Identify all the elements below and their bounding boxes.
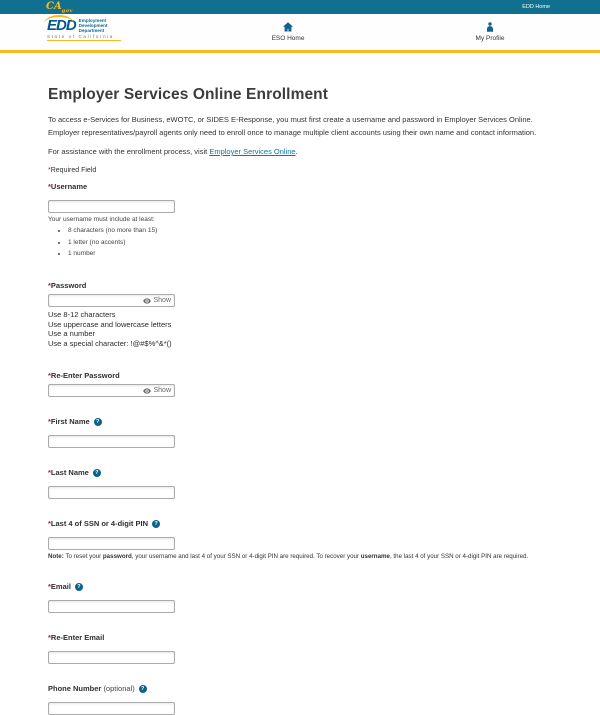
note-part: Note:: [48, 553, 64, 560]
password-rule: Use a special character: !@#$%^&*(): [48, 338, 172, 348]
reenter-password-input[interactable]: [49, 386, 143, 396]
page-title: Employer Services Online Enrollment: [48, 86, 329, 103]
reenter-password-input-box: [48, 384, 175, 397]
eye-icon: [143, 388, 151, 394]
required-field-note: [48, 167, 555, 174]
ssn-pin-note: [48, 553, 553, 560]
home-icon: [253, 20, 323, 33]
edd-logo-state-line: State of California: [47, 34, 121, 41]
phone-optional-text: (optional): [103, 684, 135, 693]
utility-bar: [0, 0, 600, 14]
password-label-text: Password: [50, 281, 87, 290]
required-marker: *: [48, 582, 51, 591]
ssn-pin-field-group: [48, 519, 555, 560]
email-field-group: [48, 582, 555, 613]
username-requirement: • 8 characters (no more than 15): [68, 227, 555, 234]
password-show-button[interactable]: [143, 297, 174, 304]
phone-label-text: Phone Number: [48, 684, 102, 693]
password-show-label: Show: [153, 297, 171, 304]
last-name-label: [48, 468, 555, 477]
reenter-email-label: [48, 633, 555, 642]
reenter-password-label: [48, 371, 555, 380]
email-label-text: Email: [50, 582, 71, 591]
username-requirement: • 1 letter (no accents): [68, 239, 555, 246]
ca-gov-logo-suffix: gov: [61, 8, 73, 14]
password-field-group: [48, 281, 555, 348]
required-marker: *: [48, 182, 51, 191]
phone-field-group: [48, 684, 555, 715]
required-marker: *: [48, 167, 51, 174]
help-icon[interactable]: ?: [152, 520, 160, 528]
note-part: password: [102, 553, 132, 560]
intro-paragraph: To access e-Services for Business, eWOTC, or SIDES E-Response, you must first create a username and password in Employer Services Online. Employer representatives/payroll agents only need to enroll once to manage multiple client accounts using their own name and contact information.: [48, 115, 537, 137]
ca-gov-logo-text: CA: [46, 1, 62, 12]
last-name-field-group: [48, 468, 555, 499]
password-rules: [48, 310, 555, 348]
edd-dept-line: Department: [78, 27, 105, 33]
username-label: [48, 182, 555, 191]
note-part: To reset your: [63, 553, 103, 560]
username-input[interactable]: [48, 200, 175, 213]
required-marker: *: [48, 371, 51, 380]
last-name-label-text: Last Name: [50, 468, 89, 477]
required-marker: *: [48, 519, 51, 528]
note-part: username: [360, 553, 390, 560]
required-marker: *: [48, 633, 51, 642]
password-rule: Use uppercase and lowercase letters: [48, 319, 172, 329]
username-field-group: [48, 182, 555, 257]
ssn-pin-input[interactable]: [48, 537, 175, 550]
nav-my-profile[interactable]: [455, 20, 525, 42]
edd-dept-line: Development: [78, 22, 108, 28]
assistance-suffix: .: [295, 147, 298, 156]
reenter-email-field-group: [48, 633, 555, 664]
help-icon[interactable]: ?: [75, 583, 83, 591]
last-name-input[interactable]: [48, 486, 175, 499]
required-marker: *: [48, 281, 51, 290]
help-icon[interactable]: ?: [93, 469, 101, 477]
site-header: [0, 14, 600, 53]
note-part: , the last 4 of your SSN or 4-digit PIN are required.: [389, 553, 529, 560]
password-input-box: [48, 294, 175, 307]
password-rule: Use a number: [48, 329, 96, 338]
reenter-password-label-text: Re-Enter Password: [50, 371, 120, 380]
password-input[interactable]: [49, 296, 143, 306]
ssn-pin-label: [48, 519, 555, 528]
reenter-email-input[interactable]: [48, 651, 175, 664]
edd-logo-acronym: EDD: [47, 17, 76, 34]
first-name-label-text: First Name: [50, 417, 90, 426]
phone-input[interactable]: [48, 702, 175, 715]
edd-home-link[interactable]: EDD Home: [522, 4, 550, 10]
username-requirements-list: [68, 227, 555, 257]
nav-eso-home-label: ESO Home: [271, 35, 305, 42]
nav-my-profile-label: My Profile: [475, 35, 505, 42]
reenter-password-show-button[interactable]: [143, 387, 174, 394]
ssn-pin-label-text: Last 4 of SSN or 4-digit PIN: [50, 519, 149, 528]
person-icon: [455, 20, 525, 33]
required-marker: *: [48, 468, 51, 477]
employer-services-online-link[interactable]: Employer Services Online: [209, 147, 296, 156]
first-name-field-group: [48, 417, 555, 448]
help-icon[interactable]: ?: [94, 418, 102, 426]
edd-logo-department-lines: [79, 18, 108, 33]
username-hint: Your username must include at least:: [48, 216, 155, 223]
nav-eso-home[interactable]: [253, 20, 323, 42]
username-requirement: • 1 number: [68, 250, 555, 257]
first-name-input[interactable]: [48, 435, 175, 448]
assistance-paragraph: [48, 147, 555, 156]
required-marker: *: [48, 417, 51, 426]
eye-icon: [143, 298, 151, 304]
edd-dept-line: Employment: [78, 18, 107, 23]
first-name-label: [48, 417, 555, 426]
help-icon[interactable]: ?: [139, 685, 147, 693]
email-input[interactable]: [48, 600, 175, 613]
reenter-email-label-text: Re-Enter Email: [50, 633, 105, 642]
note-part: , your username and last 4 of your SSN or 4-digit PIN are required. To recover your: [131, 553, 361, 560]
main-content: [0, 53, 600, 715]
email-label: [48, 582, 555, 591]
reenter-password-field-group: [48, 371, 555, 397]
required-note-text: Required Field: [50, 167, 97, 174]
username-label-text: Username: [50, 182, 88, 191]
phone-label: [48, 684, 555, 693]
password-rule: Use 8-12 characters: [48, 310, 116, 319]
reenter-password-show-label: Show: [153, 387, 171, 394]
password-label: [48, 281, 555, 290]
edd-logo[interactable]: [47, 18, 121, 41]
assistance-prefix: For assistance with the enrollment process, visit: [48, 147, 210, 156]
